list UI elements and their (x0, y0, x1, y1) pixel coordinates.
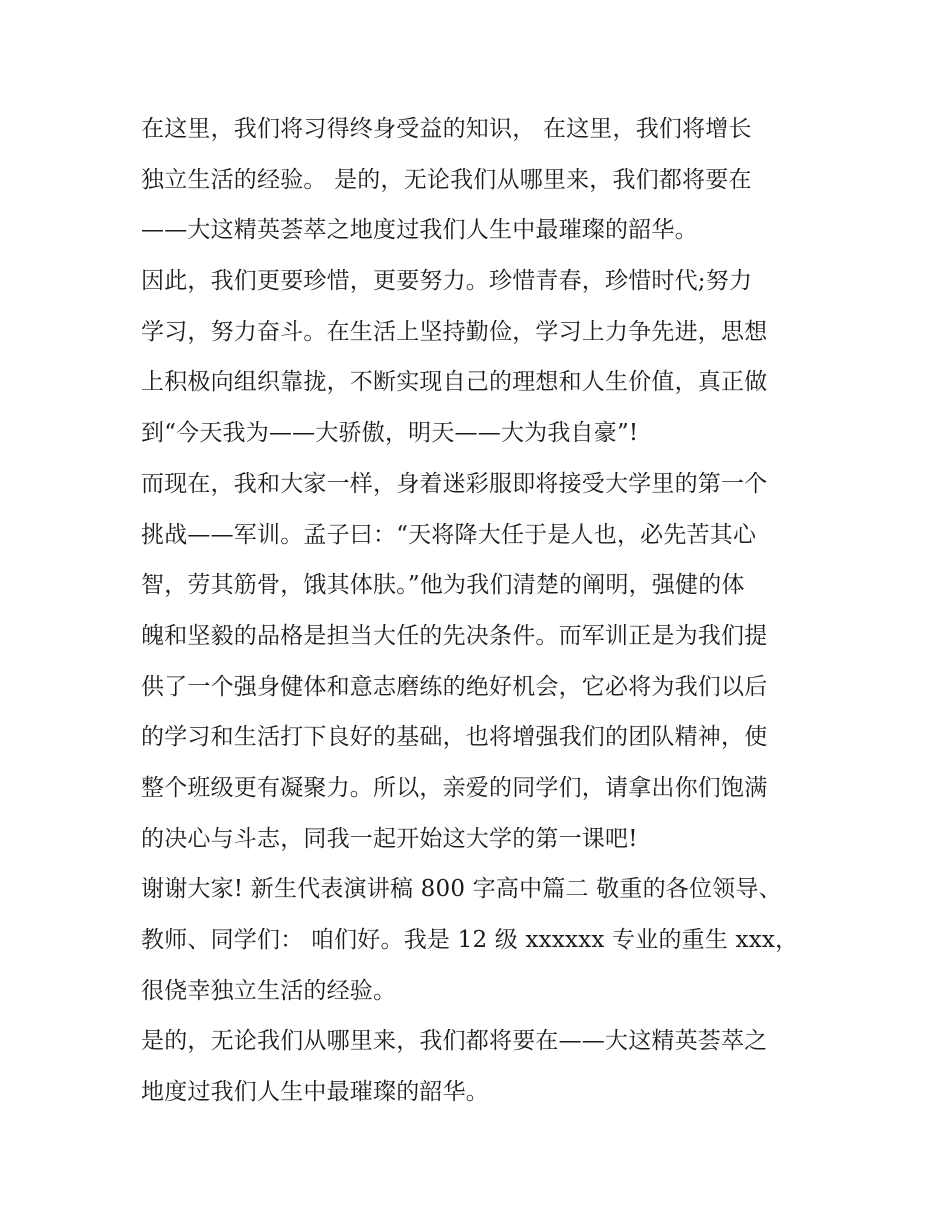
text-line: 独立生活的经验。 是的，无论我们从哪里来，我们都将要在 (141, 166, 752, 193)
document-body (141, 104, 831, 1118)
text-line: 学习，努力奋斗。在生活上坚持勤俭，学习上力争先进，思想 (141, 318, 768, 345)
text-line: 整个班级更有凝聚力。所以，亲爱的同学们，请拿出你们饱满 (141, 774, 768, 801)
text-line: 很侥幸独立生活的经验。 (141, 977, 397, 1004)
text-line: 上积极向组织靠拢，不断实现自己的理想和人生价值，真正做 (141, 369, 768, 396)
text-line: 智，劳其筋骨，饿其体肤。”他为我们清楚的阐明，强健的体 (141, 572, 745, 599)
text-line: 的学习和生活打下良好的基础，也将增强我们的团队精神，使 (141, 724, 768, 751)
text-line: 到“今天我为——大骄傲，明天——大为我自豪”! (141, 420, 639, 447)
text-line: 的决心与斗志，同我一起开始这大学的第一课吧! (141, 825, 638, 852)
text-line: 而现在，我和大家一样，身着迷彩服即将接受大学里的第一个 (141, 470, 768, 497)
text-line: ——大这精英荟萃之地度过我们人生中最璀璨的韶华。 (141, 217, 698, 244)
text-line: 教师、同学们： 咱们好。我是 12 级 xxxxxx 专业的重生 xxx， (141, 927, 799, 953)
text-line: 因此，我们更要珍惜，更要努力。珍惜青春，珍惜时代;努力 (141, 268, 753, 295)
text-line: 魄和坚毅的品格是担当大任的先决条件。而军训正是为我们提 (141, 622, 768, 649)
text-line: 挑战——军训。孟子曰：“天将降大任于是人也，必先苦其心 (141, 521, 757, 548)
text-line: 在这里，我们将习得终身受益的知识， 在这里，我们将增长 (141, 116, 752, 142)
text-line: 供了一个强身健体和意志磨练的绝好机会，它必将为我们以后 (141, 673, 768, 700)
text-line: 谢谢大家! 新生代表演讲稿 800 字高中篇二 敬重的各位领导、 (141, 876, 782, 903)
text-line: 地度过我们人生中最璀璨的韶华。 (141, 1079, 489, 1106)
text-line: 是的，无论我们从哪里来，我们都将要在——大这精英荟萃之 (141, 1028, 768, 1055)
